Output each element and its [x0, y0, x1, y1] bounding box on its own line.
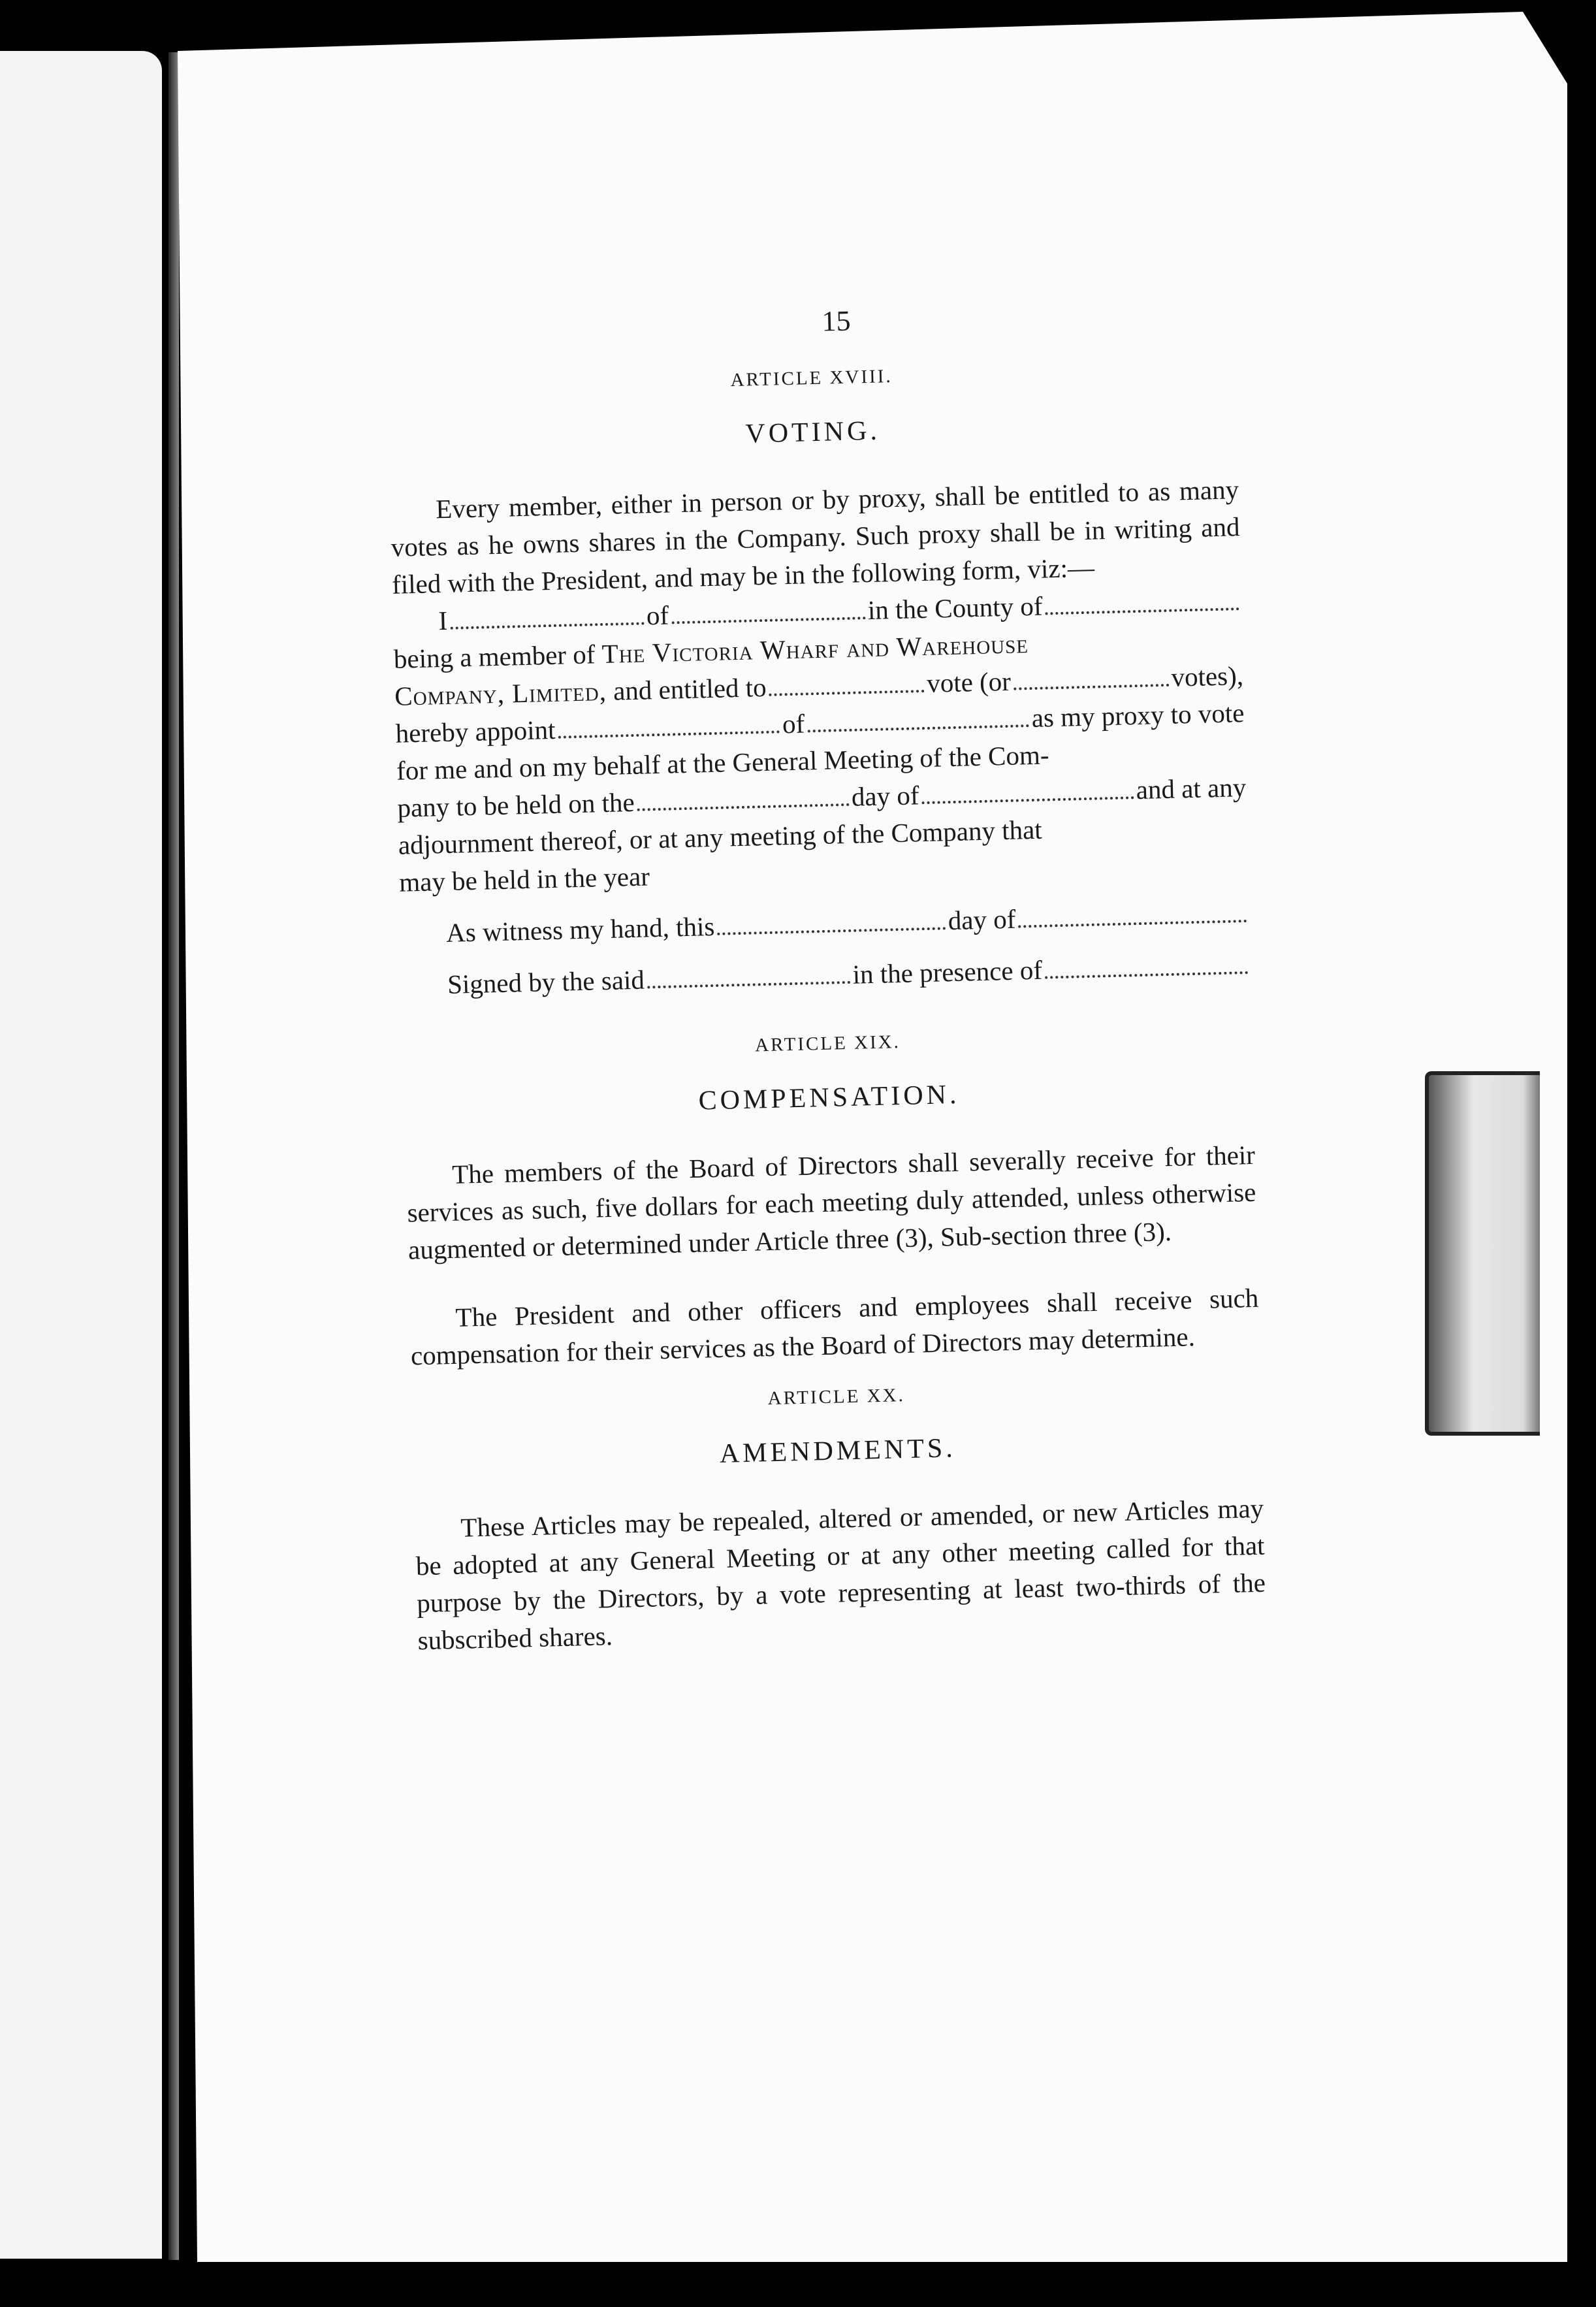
- blank-line: [1045, 971, 1248, 979]
- blank-line: [1013, 684, 1169, 690]
- blank-line: [1045, 607, 1239, 615]
- form-text: adjournment thereof, or at any meeting of the Company that: [398, 814, 1043, 860]
- company-name: Company, Limited,: [394, 675, 607, 711]
- article-20-label: ARTICLE XX.: [767, 1385, 906, 1410]
- form-text: of: [782, 708, 805, 739]
- article-19-label: ARTICLE XIX.: [754, 1031, 901, 1056]
- company-name: The Victoria Wharf and Warehouse: [601, 628, 1029, 670]
- blank-line: [1019, 920, 1247, 928]
- form-text: being a member of: [393, 639, 596, 674]
- form-text: and entitled to: [613, 671, 767, 706]
- left-facing-page: [0, 51, 162, 2259]
- form-text: pany to be held on the: [396, 786, 635, 823]
- form-text: As witness my hand, this: [445, 911, 715, 948]
- article-19-paragraph-1: The members of the Board of Directors shall severally receive for their services as such, five dollars for each meeting duly attended, unless otherwise augmented or determined under Article three (3), Sub-section three (3).: [407, 1139, 1256, 1265]
- form-text: in the presence of: [852, 954, 1043, 990]
- form-text: in the County of: [867, 590, 1043, 626]
- page-clip-tab: [1425, 1071, 1540, 1436]
- page-content: [385, 293, 1267, 1659]
- form-text: day of: [948, 903, 1016, 936]
- blank-line: [807, 724, 1029, 732]
- form-text: day of: [851, 780, 919, 812]
- form-text: hereby appoint: [395, 714, 556, 749]
- article-18-heading: VOTING.: [744, 415, 881, 449]
- form-text: Signed by the said: [447, 964, 645, 999]
- form-text: votes),: [1170, 660, 1244, 692]
- form-text: I: [438, 605, 448, 636]
- blank-line: [450, 622, 644, 629]
- form-text: may be held in the year: [398, 861, 650, 897]
- article-19-heading: COMPENSATION.: [698, 1079, 960, 1116]
- blank-line: [769, 690, 925, 696]
- form-text: as my proxy to vote: [1031, 698, 1245, 733]
- article-20-heading: AMENDMENTS.: [719, 1433, 957, 1470]
- article-20-paragraph: These Articles may be repealed, altered or amended, or new Articles may be adopted at any General Meeting or at any other meeting called for that purpose by the Directors, by a vote representing at least two-thirds of the subscribed shares.: [415, 1492, 1266, 1656]
- blank-line: [717, 927, 946, 935]
- form-text: for me and on my behalf at the General Meeting of the Com-: [396, 739, 1049, 786]
- blank-line: [671, 617, 865, 624]
- form-text: vote (or: [926, 666, 1012, 698]
- form-text: and at any: [1136, 772, 1247, 805]
- blank-line: [922, 796, 1134, 804]
- proxy-form: [392, 583, 1251, 1005]
- page-number: 15: [821, 304, 852, 338]
- article-18-paragraph: Every member, either in person or by proxy, shall be entitled to as many votes as he owns shares in the Company. Such proxy shall be in writing and filed with the President, and may be in the following form, viz:—: [391, 474, 1240, 600]
- blank-line: [558, 730, 780, 738]
- article-19-paragraph-2: The President and other officers and employees shall receive such compensation for their services as the Board of Directors may determine.: [410, 1282, 1259, 1371]
- blank-line: [637, 803, 849, 811]
- page-spine-shadow: [168, 52, 179, 2260]
- blank-line: [647, 981, 850, 989]
- form-text: of: [646, 600, 669, 631]
- article-18-label: ARTICLE XVIII.: [730, 366, 893, 391]
